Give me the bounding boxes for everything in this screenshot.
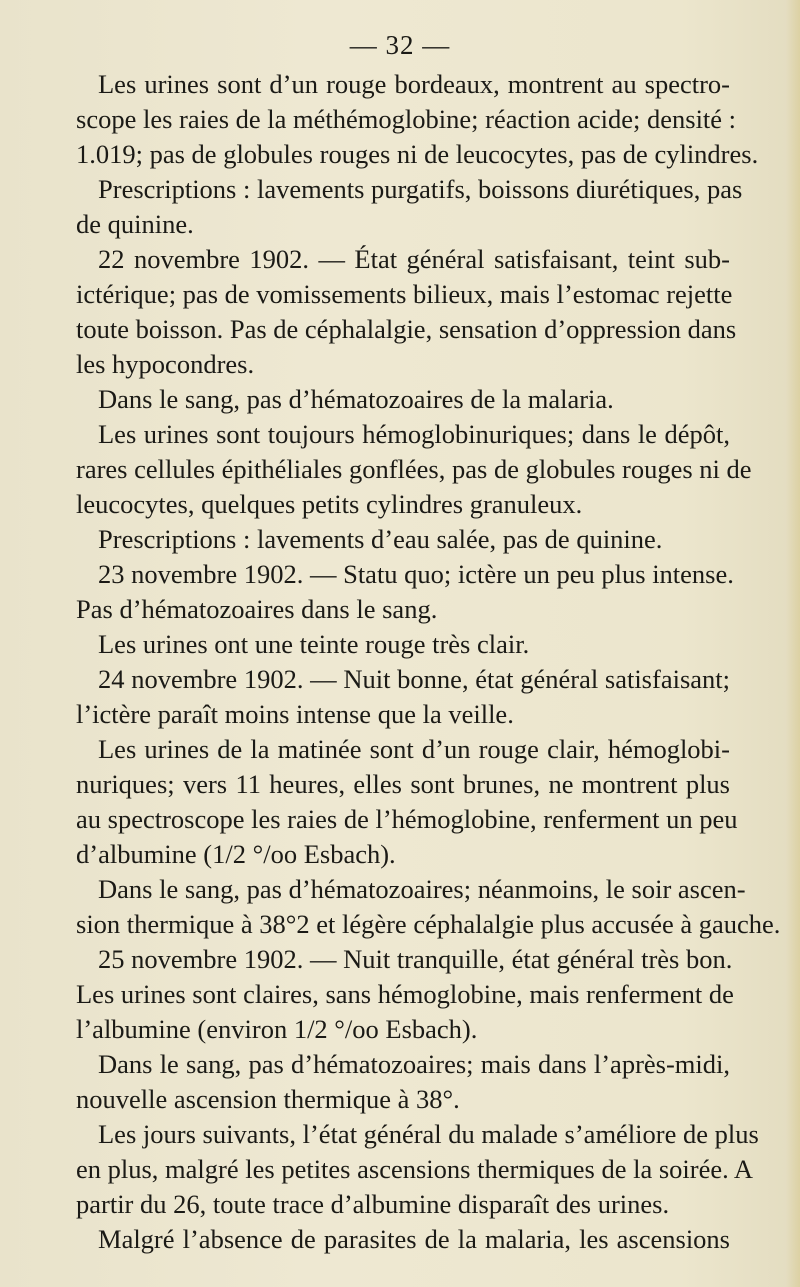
text-line: au spectroscope les raies de l’hémoglobine, renferment un peu xyxy=(76,804,738,834)
text-line: Pas d’hématozoaires dans le sang. xyxy=(76,594,438,624)
text-line: Malgré l’absence de parasites de la malaria, les ascensions xyxy=(98,1224,730,1254)
text-line: Les urines sont toujours hémoglobinuriques; dans le dépôt, xyxy=(98,419,730,449)
text-line: d’albumine (1/2 °/oo Esbach). xyxy=(76,839,396,869)
text-line: scope les raies de la méthémoglobine; réaction acide; densité : xyxy=(76,104,737,134)
text-line: l’ictère paraît moins intense que la veille. xyxy=(76,699,514,729)
text-line: Prescriptions : lavements purgatifs, boissons diurétiques, pas xyxy=(98,174,743,204)
text-line: l’albumine (environ 1/2 °/oo Esbach). xyxy=(76,1014,478,1044)
text-line: 25 novembre 1902. — Nuit tranquille, état général très bon. xyxy=(98,944,733,974)
text-line: Dans le sang, pas d’hématozoaires; néanmoins, le soir ascen- xyxy=(98,874,746,904)
text-line: ictérique; pas de vomissements bilieux, mais l’estomac rejette xyxy=(76,279,733,309)
text-line: leucocytes, quelques petits cylindres granuleux. xyxy=(76,489,583,519)
text-line: Les urines sont claires, sans hémoglobine, mais renferment de xyxy=(76,979,734,1009)
text-line: Prescriptions : lavements d’eau salée, pas de quinine. xyxy=(98,524,663,554)
text-line: 1.019; pas de globules rouges ni de leucocytes, pas de cylindres. xyxy=(76,139,759,169)
text-line: Les jours suivants, l’état général du malade s’améliore de plus xyxy=(98,1119,759,1149)
text-line: sion thermique à 38°2 et légère céphalalgie plus accusée à gauche. xyxy=(76,909,781,939)
text-line: toute boisson. Pas de céphalalgie, sensation d’oppression dans xyxy=(76,314,737,344)
text-line: 22 novembre 1902. — État général satisfaisant, teint sub- xyxy=(98,244,730,274)
text-line: en plus, malgré les petites ascensions thermiques de la soirée. A xyxy=(76,1154,754,1184)
page-edge-shadow xyxy=(786,0,800,1287)
page-number: — 32 — xyxy=(349,30,451,60)
text-line: de quinine. xyxy=(76,209,194,239)
text-line: rares cellules épithéliales gonflées, pas de globules rouges ni de xyxy=(76,454,752,484)
text-line: partir du 26, toute trace d’albumine disparaît des urines. xyxy=(76,1189,670,1219)
text-line: Dans le sang, pas d’hématozoaires de la malaria. xyxy=(98,384,614,414)
text-line: nouvelle ascension thermique à 38°. xyxy=(76,1084,460,1114)
text-line: Les urines sont d’un rouge bordeaux, montrent au spectro- xyxy=(98,69,730,99)
text-line: nuriques; vers 11 heures, elles sont brunes, ne montrent plus xyxy=(76,769,730,799)
text-line: les hypocondres. xyxy=(76,349,255,379)
text-line: Les urines de la matinée sont d’un rouge clair, hémoglobi- xyxy=(98,734,730,764)
text-line: 24 novembre 1902. — Nuit bonne, état général satisfaisant; xyxy=(98,664,730,694)
body-text xyxy=(76,67,781,1257)
text-line: Les urines ont une teinte rouge très clair. xyxy=(98,629,530,659)
text-line: 23 novembre 1902. — Statu quo; ictère un peu plus intense. xyxy=(98,559,734,589)
text-line: Dans le sang, pas d’hématozoaires; mais dans l’après-midi, xyxy=(98,1049,730,1079)
